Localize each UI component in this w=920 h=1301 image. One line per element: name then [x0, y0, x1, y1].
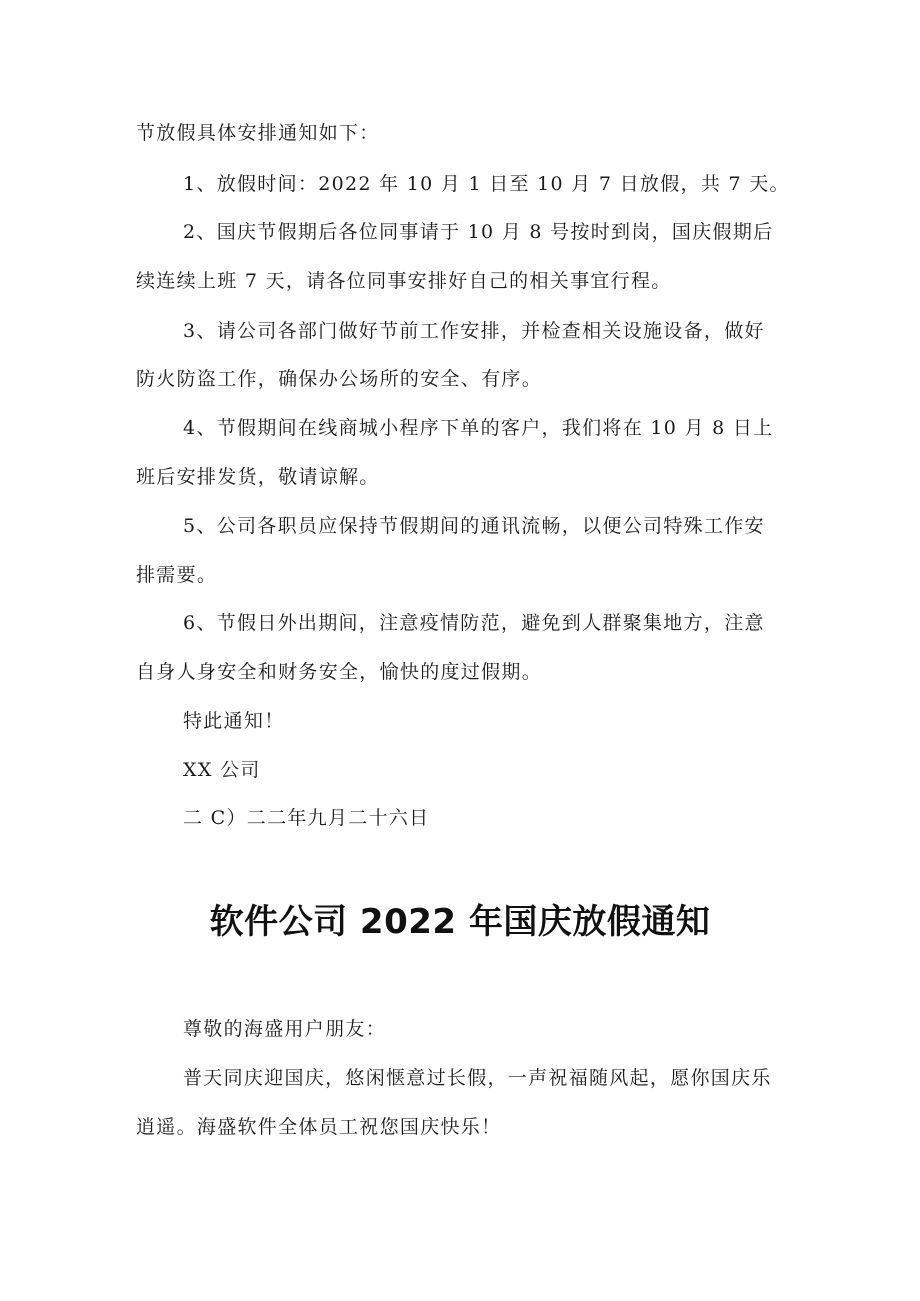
intro-text: 节放假具体安排通知如下： — [136, 122, 380, 144]
greeting-text: 尊敬的海盛用户朋友： — [183, 1018, 387, 1040]
item-5-line-1: 5、公司各职员应保持节假期间的通讯流畅，以便公司特殊工作安 — [183, 515, 765, 537]
item-1-line-1: 1、放假时间：2022 年 10 月 1 日至 10 月 7 日放假，共 7 天。 — [183, 173, 790, 195]
notice-date: 二 C）二二年九月二十六日 — [183, 807, 430, 829]
item-6-line-1: 6、节假日外出期间，注意疫情防范，避免到人群聚集地方，注意 — [183, 612, 765, 634]
item-3-line-1: 3、请公司各部门做好节前工作安排，并检查相关设施设备，做好 — [183, 320, 765, 342]
item-6-line-2: 自身人身安全和财务安全，愉快的度过假期。 — [136, 661, 543, 683]
notice-title: 软件公司 2022 年国庆放假通知 — [209, 902, 711, 942]
company-signature: XX 公司 — [183, 759, 261, 781]
body-line-1: 普天同庆迎国庆，悠闲惬意过长假，一声祝福随风起，愿你国庆乐 — [183, 1067, 772, 1089]
item-2-line-1: 2、国庆节假期后各位同事请于 10 月 8 号按时到岗，国庆假期后 — [183, 221, 774, 243]
body-line-2: 逍遥。海盛软件全体员工祝您国庆快乐！ — [136, 1116, 502, 1138]
item-4-line-2: 班后安排发货，敬请谅解。 — [136, 466, 380, 488]
item-2-line-2: 续连续上班 7 天，请各位同事安排好自己的相关事宜行程。 — [136, 270, 672, 292]
item-3-line-2: 防火防盗工作，确保办公场所的安全、有序。 — [136, 368, 543, 390]
item-5-line-2: 排需要。 — [136, 564, 218, 586]
closing-text: 特此通知！ — [183, 710, 285, 732]
item-4-line-1: 4、节假期间在线商城小程序下单的客户，我们将在 10 月 8 日上 — [183, 417, 774, 439]
